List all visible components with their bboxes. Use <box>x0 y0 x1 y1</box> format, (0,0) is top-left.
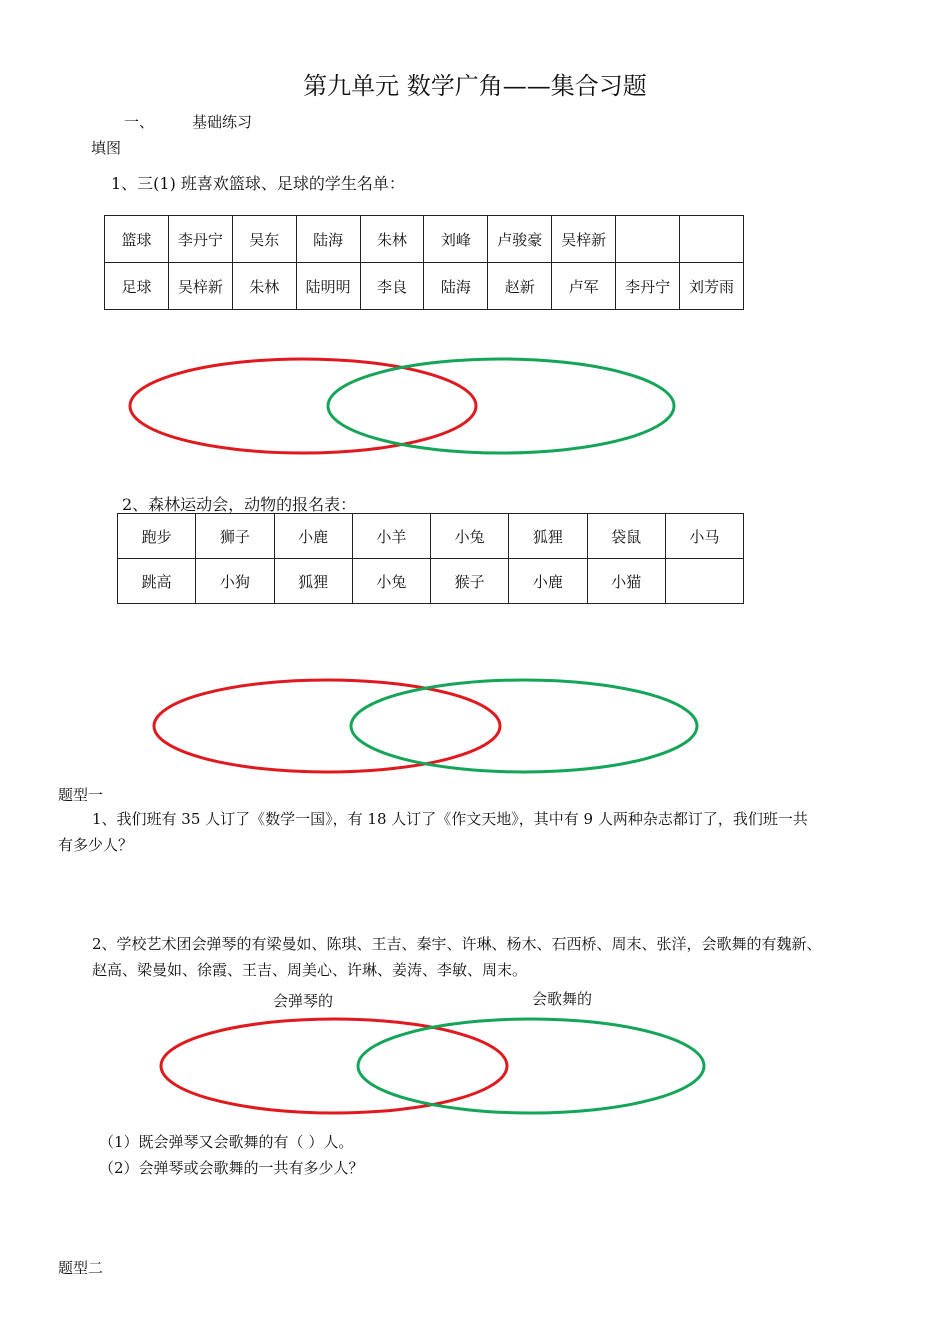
venn-diagram-3 <box>161 1019 704 1113</box>
ball-table-cell: 李丹宁 <box>168 216 232 263</box>
section-heading: 基础练习 <box>192 113 253 131</box>
ball-table-cell: 卢骏豪 <box>488 216 552 263</box>
question-2-text: 2、森林运动会，动物的报名表： <box>122 495 357 514</box>
type-two-heading: 题型二 <box>58 1259 104 1277</box>
ball-table-cell: 李丹宁 <box>616 263 680 310</box>
ball-table-row-header: 篮球 <box>105 216 169 263</box>
venn-2-red-ring <box>154 680 500 772</box>
ball-table-cell: 刘芳雨 <box>680 263 744 310</box>
animal-table-cell: 猴子 <box>431 559 509 604</box>
ball-table-cell: 李良 <box>360 263 424 310</box>
venn-label-piano: 会弹琴的 <box>273 992 334 1010</box>
ball-table-cell: 陆海 <box>424 263 488 310</box>
page-title: 第九单元 数学广角——集合习题 <box>303 72 647 100</box>
venn-2-green-ring <box>351 680 697 772</box>
animal-table-cell: 小狗 <box>196 559 274 604</box>
venn-diagram-2 <box>154 680 697 772</box>
sub-question-1: （1）既会弹琴又会歌舞的有（ ）人。 <box>99 1133 354 1151</box>
animal-table-cell: 小兔 <box>431 514 509 559</box>
ball-table-cell: 陆海 <box>296 216 360 263</box>
problem-2-line-1: 2、学校艺术团会弹琴的有梁曼如、陈琪、王吉、秦宇、许琳、杨木、石西桥、周末、张洋，会歌舞的有魏新、 <box>92 935 822 953</box>
animal-table-cell: 袋鼠 <box>587 514 665 559</box>
venn-3-red-ring <box>161 1019 507 1113</box>
ball-table-cell: 朱林 <box>360 216 424 263</box>
animal-table-cell: 小猫 <box>587 559 665 604</box>
ball-table-row-header: 足球 <box>105 263 169 310</box>
ball-table-cell: 吴梓新 <box>168 263 232 310</box>
animal-table-cell: 狐狸 <box>509 514 587 559</box>
animal-table-cell: 小鹿 <box>509 559 587 604</box>
animal-table-cell: 小兔 <box>352 559 430 604</box>
problem-1-line-2: 有多少人？ <box>58 836 134 854</box>
animal-table-cell: 狐狸 <box>274 559 352 604</box>
venn-1-green-ring <box>328 359 674 453</box>
type-one-heading: 题型一 <box>58 786 104 804</box>
venn-label-dance: 会歌舞的 <box>532 990 593 1008</box>
venn-1-red-ring <box>130 359 476 453</box>
ball-table-cell: 赵新 <box>488 263 552 310</box>
ball-table-cell: 吴梓新 <box>552 216 616 263</box>
question-1-text: 1、三(1) 班喜欢篮球、足球的学生名单： <box>111 174 405 193</box>
ball-table-cell: 朱林 <box>232 263 296 310</box>
ball-table-cell: 吴东 <box>232 216 296 263</box>
animal-table-cell: 狮子 <box>196 514 274 559</box>
section-number: 一、 <box>124 113 155 131</box>
venn-diagram-1 <box>130 359 674 453</box>
ball-table-cell: 卢军 <box>552 263 616 310</box>
sub-question-2: （2）会弹琴或会歌舞的一共有多少人？ <box>99 1159 364 1177</box>
ball-table-cell: 陆明明 <box>296 263 360 310</box>
venn-3-green-ring <box>358 1019 704 1113</box>
problem-1-line-1: 1、我们班有 35 人订了《数学一国》，有 18 人订了《作文天地》，其中有 9 人两种杂志都订了，我们班一共 <box>92 810 808 828</box>
fill-label: 填图 <box>91 139 122 157</box>
problem-2-line-2: 赵高、梁曼如、徐霞、王吉、周美心、许琳、姜涛、李敏、周末。 <box>92 961 528 979</box>
animal-table-row-header: 跑步 <box>118 514 196 559</box>
animal-table-cell: 小马 <box>665 514 743 559</box>
animal-table-row-header: 跳高 <box>118 559 196 604</box>
animal-table-cell: 小鹿 <box>274 514 352 559</box>
ball-table-cell: 刘峰 <box>424 216 488 263</box>
animal-table-cell: 小羊 <box>352 514 430 559</box>
